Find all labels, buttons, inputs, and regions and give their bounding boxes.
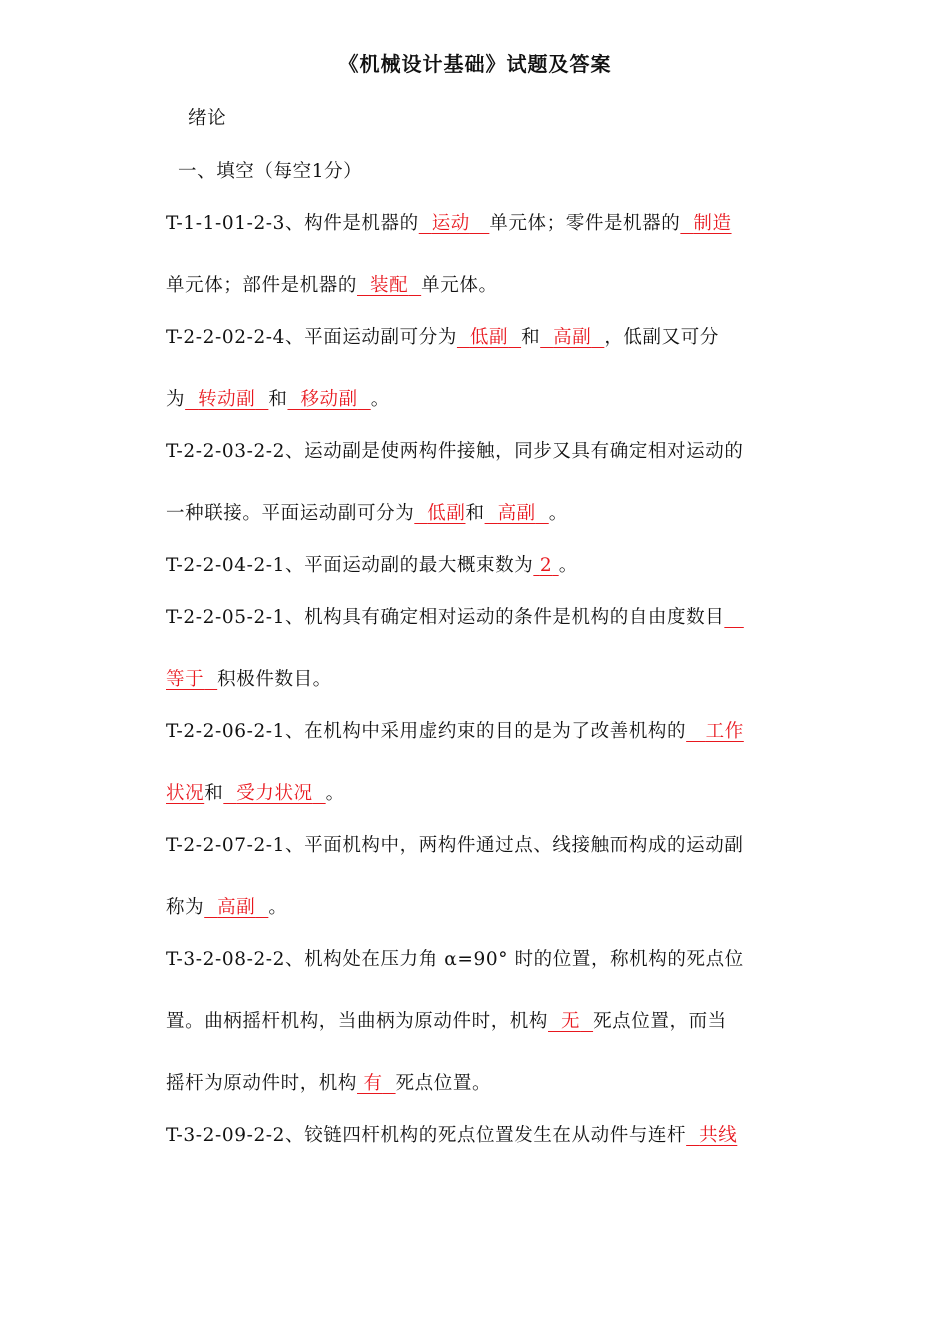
- answer-blank: 状况: [166, 783, 205, 804]
- answer-blank: 低副: [427, 503, 466, 524]
- answer-blank: 受力状况: [236, 783, 313, 804]
- answer-blank: 共线: [699, 1125, 738, 1146]
- question-1-line-2: 单元体；部件是机器的 装配 单元体。: [166, 275, 498, 296]
- answer-blank: 有: [363, 1073, 383, 1094]
- question-5-line-2: 等于 积极件数目。: [166, 669, 332, 690]
- question-5-line-1: T-2-2-05-2-1、机构具有确定相对运动的条件是机构的自由度数目: [166, 603, 806, 629]
- question-7-line-2: 称为 高副 。: [166, 897, 288, 918]
- part-heading: 一、填空（每空1分）: [178, 161, 363, 182]
- question-3-line-2: 一种联接。平面运动副可分为 低副和 高副 。: [166, 503, 568, 524]
- answer-blank: 运动: [431, 213, 470, 234]
- question-8-line-3: 摇杆为原动件时，机构 有 死点位置。: [166, 1073, 492, 1094]
- answer-blank: 无: [560, 1011, 581, 1032]
- answer-blank: 低副: [469, 327, 509, 348]
- question-8-line-1: T-3-2-08-2-2、机构处在压力角 α=90° 时的位置，称机构的死点位: [166, 949, 744, 970]
- question-6-line-1: T-2-2-06-2-1、在机构中采用虚约束的目的是为了改善机构的 工作: [166, 721, 744, 742]
- question-1-line-1: T-1-1-01-2-3、构件是机器的 运动 单元体；零件是机器的 制造: [166, 213, 732, 234]
- question-3-line-1: T-2-2-03-2-2、运动副是使两构件接触，同步又具有确定相对运动的: [166, 441, 744, 462]
- answer-blank: 制造: [693, 213, 732, 234]
- question-4-line-1: T-2-2-04-2-1、平面运动副的最大概束数为 2 。: [166, 555, 578, 576]
- answer-blank: 高副: [553, 327, 592, 348]
- answer-blank: 转动副: [198, 389, 256, 410]
- question-2-line-2: 为 转动副 和 移动副 。: [166, 389, 390, 410]
- question-9-line-1: T-3-2-09-2-2、铰链四杆机构的死点位置发生在从动件与连杆 共线: [166, 1125, 738, 1146]
- answer-blank: 移动副: [300, 389, 358, 410]
- answer-blank: 装配: [369, 275, 409, 296]
- answer-blank: 高副: [497, 503, 536, 524]
- question-8-line-2: 置。曲柄摇杆机构，当曲柄为原动件时，机构 无 死点位置，而当: [166, 1011, 727, 1032]
- answer-blank: 工作: [705, 721, 744, 742]
- section-heading: 绪论: [188, 108, 227, 129]
- answer-blank: 2: [539, 555, 553, 576]
- question-7-line-1: T-2-2-07-2-1、平面机构中，两构件通过点、线接触而构成的运动副: [166, 835, 744, 856]
- answer-blank-start: [724, 607, 743, 628]
- question-6-line-2: 状况和 受力状况 。: [166, 783, 345, 804]
- answer-blank: 等于: [166, 669, 205, 690]
- answer-blank: 高副: [217, 897, 256, 918]
- document-title: 《机械设计基础》试题及答案: [338, 52, 612, 76]
- question-2-line-1: T-2-2-02-2-4、平面运动副可分为 低副 和 高副 ，低副又可分: [166, 327, 719, 348]
